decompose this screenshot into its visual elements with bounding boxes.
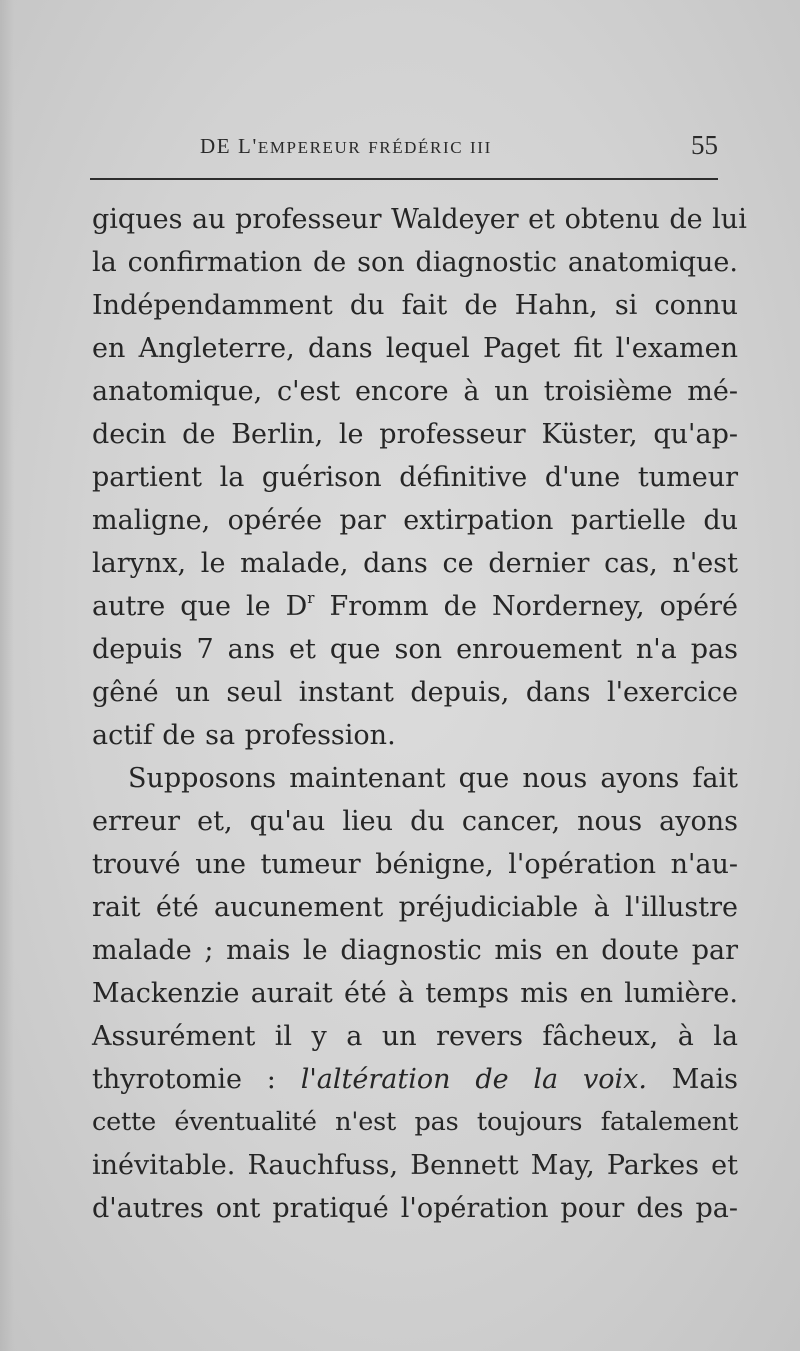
paragraph-first-line: Supposons maintenant que nous ayons fait — [128, 763, 738, 794]
header-rule — [90, 178, 718, 180]
page-shadow — [0, 0, 14, 1351]
running-title-prefix: DE L' — [200, 134, 258, 158]
running-title-word-iii: III — [470, 138, 492, 157]
text-segment: Fromm de Norderney, opéré — [314, 591, 739, 622]
text-line: trouvé une tumeur bénigne, l'opération n'au- — [92, 849, 738, 880]
text-line: en Angleterre, dans lequel Paget fit l'examen — [92, 333, 738, 364]
text-segment: autre que le D — [92, 591, 308, 622]
text-line — [92, 1058, 738, 1101]
running-header — [90, 128, 720, 168]
text-line: actif de sa profession. — [92, 720, 396, 751]
italic-phrase: l'altération de la voix. — [300, 1064, 647, 1095]
superscript: r — [307, 589, 315, 607]
text-segment: Mais — [646, 1064, 738, 1095]
text-line — [92, 585, 738, 628]
text-line: giques au professeur Waldeyer et obtenu de lui — [92, 204, 747, 235]
text-line: decin de Berlin, le professeur Küster, qu'ap- — [92, 419, 738, 450]
text-line: inévitable. Rauchfuss, Bennett May, Parkes et — [92, 1150, 738, 1181]
text-line: Mackenzie aurait été à temps mis en lumière. — [92, 978, 738, 1009]
text-line: gêné un seul instant depuis, dans l'exercice — [92, 677, 738, 708]
text-line: rait été aucunement préjudiciable à l'illustre — [92, 892, 738, 923]
text-line: depuis 7 ans et que son enrouement n'a pas — [92, 634, 738, 665]
text-line: Indépendamment du fait de Hahn, si connu — [92, 290, 738, 321]
text-segment: thyrotomie : — [92, 1064, 301, 1095]
text-line: la confirmation de son diagnostic anatomique. — [92, 247, 738, 278]
text-line: malade ; mais le diagnostic mis en doute par — [92, 935, 738, 966]
text-line: erreur et, qu'au lieu du cancer, nous ayons — [92, 806, 738, 837]
text-line: anatomique, c'est encore à un troisième mé- — [92, 376, 738, 407]
text-line: partient la guérison définitive d'une tumeur — [92, 462, 738, 493]
running-title-word-emperor: EMPEREUR — [257, 138, 362, 157]
text-line: cette éventualité n'est pas toujours fatalement — [92, 1107, 738, 1137]
text-line: larynx, le malade, dans ce dernier cas, n'est — [92, 548, 738, 579]
running-title-word-frederic: FRÉDÉRIC — [368, 138, 464, 157]
running-title — [200, 134, 492, 159]
text-line: d'autres ont pratiqué l'opération pour des pa- — [92, 1193, 738, 1224]
body-text — [92, 198, 747, 1230]
text-line: Assurément il y a un revers fâcheux, à la — [92, 1021, 738, 1052]
text-line: maligne, opérée par extirpation partielle du — [92, 505, 738, 536]
page-number: 55 — [691, 130, 718, 160]
